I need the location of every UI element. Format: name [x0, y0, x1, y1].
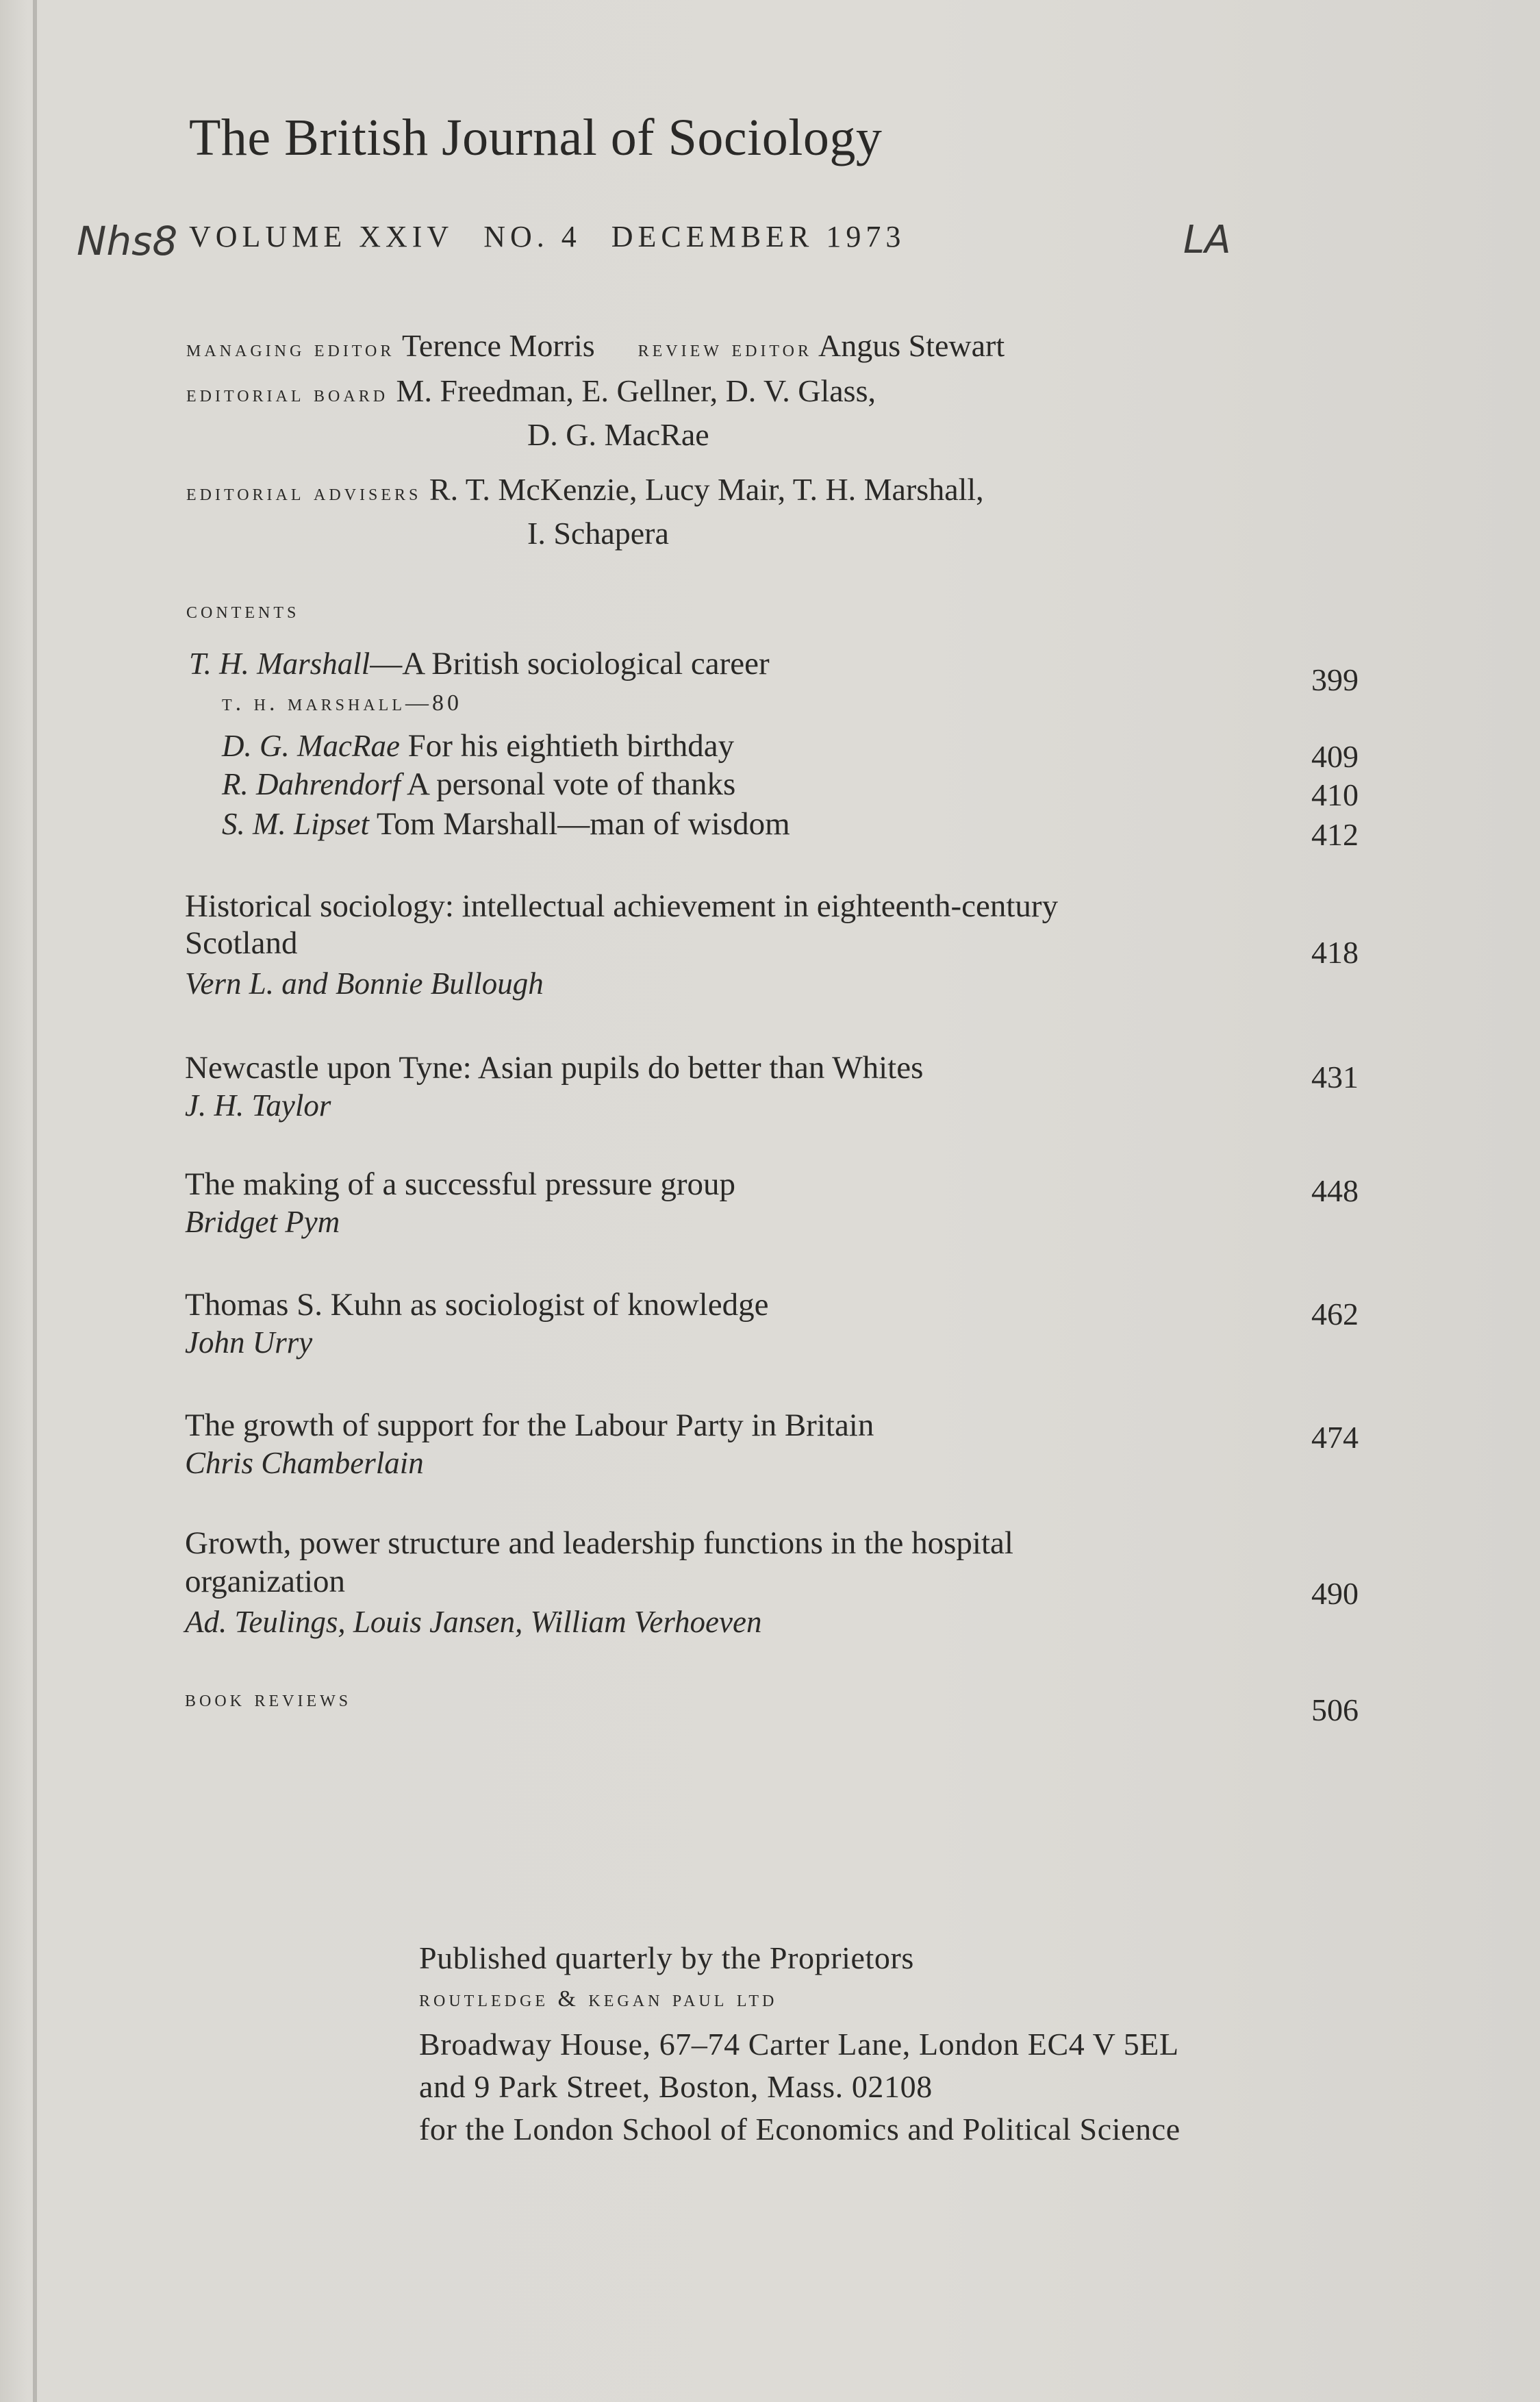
page-spine-shadow	[33, 0, 37, 2402]
book-reviews-heading: book reviews	[185, 1686, 352, 1712]
review-editor-name: Angus Stewart	[818, 328, 1005, 363]
tribute-author: D. G. MacRae	[222, 729, 400, 763]
editorial-advisers-line	[186, 471, 984, 508]
contents-entry-marshall	[189, 645, 770, 682]
article-page: 431	[1311, 1060, 1359, 1094]
editorial-advisers-names: R. T. McKenzie, Lucy Mair, T. H. Marshall,	[429, 472, 984, 507]
tribute-page: 412	[1311, 817, 1359, 852]
handwritten-note-left: Nhs8	[77, 218, 178, 264]
marshall-author: T. H. Marshall	[189, 647, 370, 681]
managing-editor-label: managing editor	[186, 336, 395, 362]
publisher-address-2: and 9 Park Street, Boston, Mass. 02108	[419, 2069, 933, 2104]
marshall-80-heading: t. h. marshall—80	[222, 690, 463, 716]
handwritten-note-right: LA	[1183, 218, 1231, 262]
article-author: Bridget Pym	[185, 1205, 340, 1239]
editorial-board-names: M. Freedman, E. Gellner, D. V. Glass,	[396, 373, 876, 408]
editorial-board-label: editorial board	[186, 381, 389, 407]
journal-title: The British Journal of Sociology	[189, 109, 883, 166]
publisher-address-1: Broadway House, 67–74 Carter Lane, London EC4 V 5EL	[419, 2027, 1179, 2062]
managing-editor-name: Terence Morris	[402, 328, 595, 363]
marshall-title: —A British sociological career	[370, 646, 770, 681]
article-title: Growth, power structure and leadership functions in the hospital	[185, 1525, 1013, 1561]
issue-volume: VOLUME XXIV	[189, 220, 454, 253]
review-editor-label: review editor	[638, 336, 812, 362]
tribute-title: For his eightieth birthday	[407, 728, 735, 764]
article-title-continued: Scotland	[185, 925, 298, 961]
tribute-author: S. M. Lipset	[222, 807, 370, 841]
article-author: Chris Chamberlain	[185, 1446, 424, 1480]
marshall-page: 399	[1311, 662, 1359, 697]
book-reviews-page: 506	[1311, 1692, 1359, 1727]
tribute-title: A personal vote of thanks	[407, 766, 736, 802]
article-title: Newcastle upon Tyne: Asian pupils do better than Whites	[185, 1050, 924, 1086]
contents-heading: contents	[186, 598, 300, 623]
publisher-name: routledge & kegan paul ltd	[419, 1986, 778, 2012]
article-title: The making of a successful pressure group	[185, 1166, 735, 1202]
tribute-entry	[222, 766, 735, 803]
article-page: 462	[1311, 1297, 1359, 1331]
tribute-page: 410	[1311, 777, 1359, 812]
managing-editor-line	[186, 327, 1005, 364]
article-author: John Urry	[185, 1325, 313, 1360]
tribute-author: R. Dahrendorf	[222, 767, 401, 801]
editorial-advisers-label: editorial advisers	[186, 480, 422, 505]
article-author: J. H. Taylor	[185, 1088, 331, 1123]
article-author: Vern L. and Bonnie Bullough	[185, 966, 544, 1001]
article-page: 448	[1311, 1173, 1359, 1208]
article-page: 474	[1311, 1420, 1359, 1455]
article-title: The growth of support for the Labour Party in Britain	[185, 1408, 874, 1443]
editorial-advisers-names-continued: I. Schapera	[527, 516, 669, 551]
article-author: Ad. Teulings, Louis Jansen, William Verhoeven	[185, 1605, 762, 1639]
issue-number: NO. 4	[483, 220, 581, 253]
tribute-page: 409	[1311, 739, 1359, 774]
issue-line	[189, 219, 935, 254]
article-title-continued: organization	[185, 1564, 346, 1599]
tribute-entry	[222, 727, 734, 764]
tribute-title: Tom Marshall—man of wisdom	[376, 806, 790, 842]
tribute-entry	[222, 805, 790, 842]
article-page: 418	[1311, 935, 1359, 970]
article-title: Historical sociology: intellectual achievement in eighteenth-century	[185, 888, 1059, 924]
issue-date: DECEMBER 1973	[611, 220, 906, 253]
article-page: 490	[1311, 1576, 1359, 1611]
article-title: Thomas S. Kuhn as sociologist of knowledge	[185, 1287, 769, 1323]
editorial-board-line	[186, 373, 876, 409]
editorial-board-names-continued: D. G. MacRae	[527, 417, 709, 452]
publisher-line-1: Published quarterly by the Proprietors	[419, 1940, 914, 1975]
publisher-line-5: for the London School of Economics and Political Science	[419, 2112, 1181, 2147]
